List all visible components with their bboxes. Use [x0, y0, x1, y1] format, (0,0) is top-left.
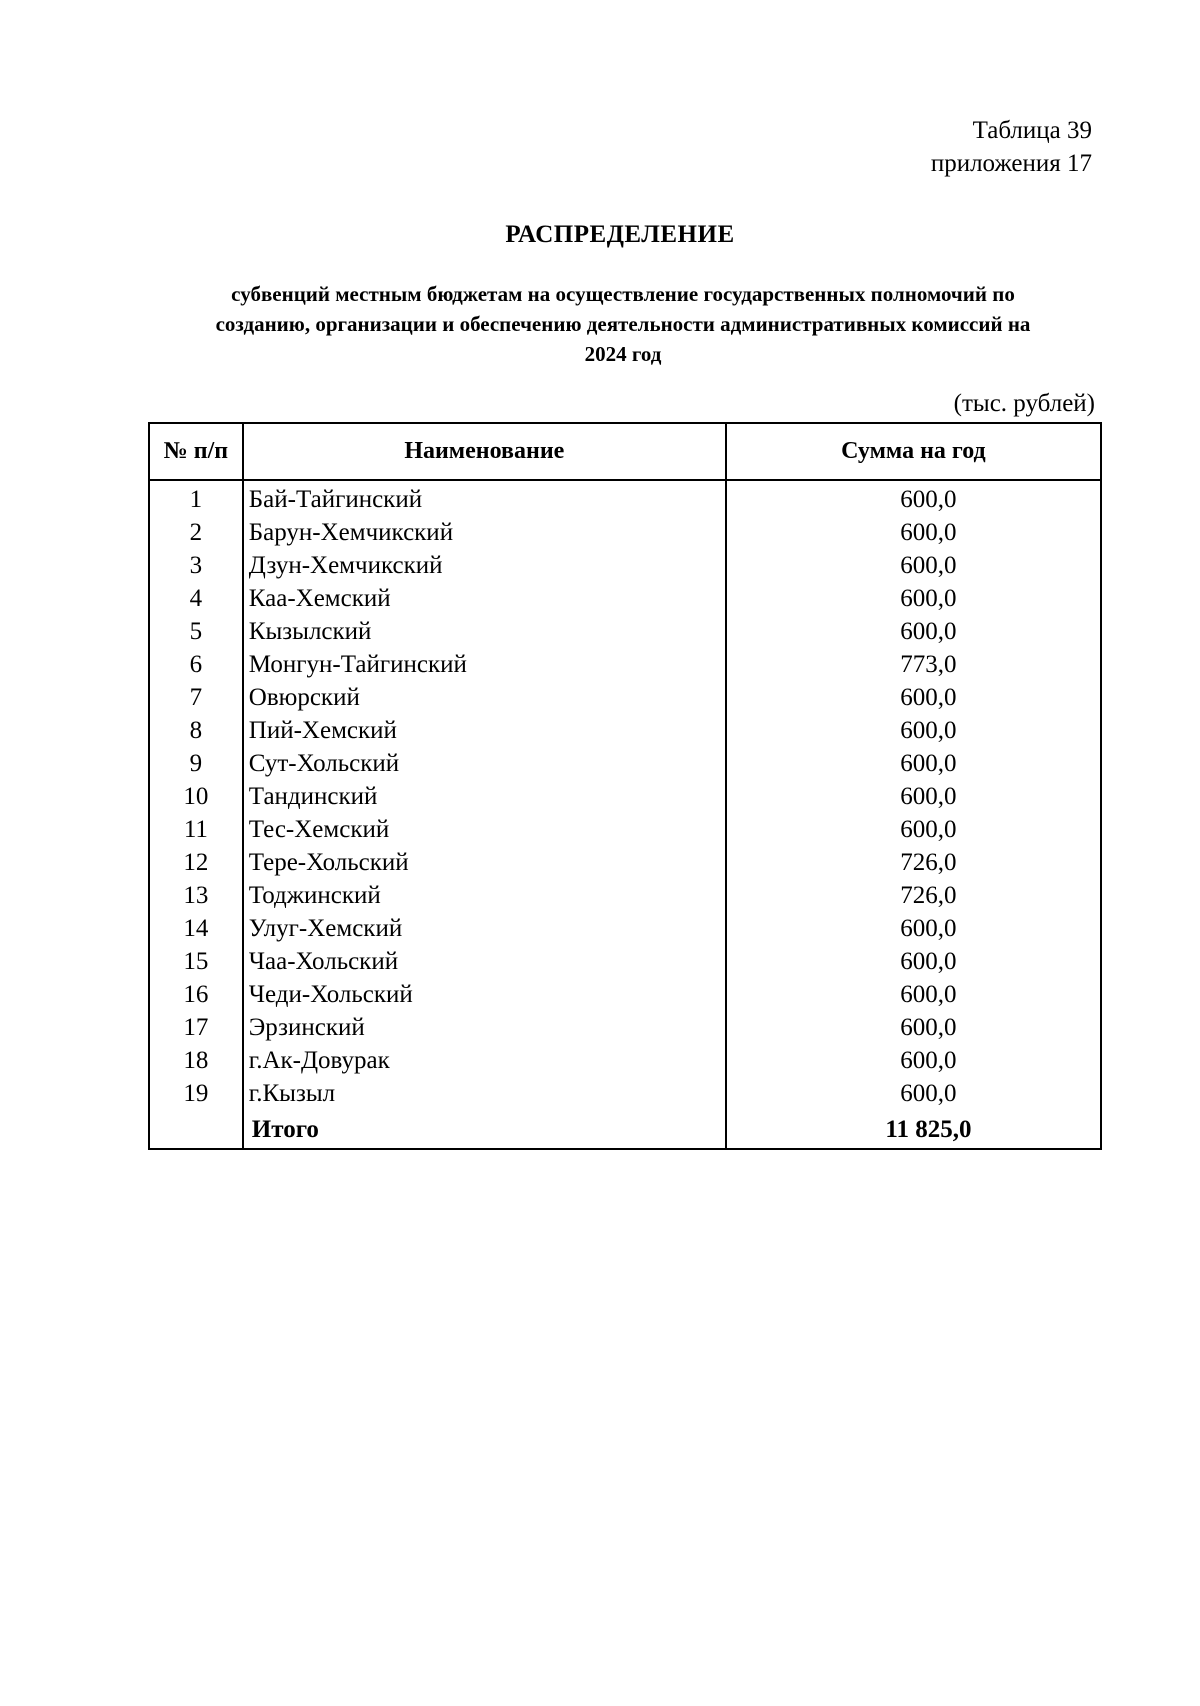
table-row: [149, 1044, 1101, 1077]
row-name: Улуг-Хемский: [243, 912, 726, 945]
row-number: 1: [149, 480, 243, 516]
row-number: 8: [149, 714, 243, 747]
table-row: [149, 516, 1101, 549]
table-row: [149, 747, 1101, 780]
row-number: 16: [149, 978, 243, 1011]
row-sum: 600,0: [726, 1011, 1101, 1044]
row-sum: 600,0: [726, 945, 1101, 978]
document-subtitle: [148, 279, 1098, 369]
row-name: Монгун-Тайгинский: [243, 648, 726, 681]
row-sum: 600,0: [726, 615, 1101, 648]
table-row: [149, 480, 1101, 516]
row-sum: 600,0: [726, 582, 1101, 615]
row-name: Тес-Хемский: [243, 813, 726, 846]
row-number: 9: [149, 747, 243, 780]
row-number: 19: [149, 1077, 243, 1110]
row-name: Бай-Тайгинский: [243, 480, 726, 516]
column-header-number: № п/п: [149, 423, 243, 480]
row-sum: 600,0: [726, 681, 1101, 714]
row-name: г.Кызыл: [243, 1077, 726, 1110]
table-body: [149, 480, 1101, 1149]
row-number: 13: [149, 879, 243, 912]
table-row: [149, 978, 1101, 1011]
table-row: [149, 582, 1101, 615]
table-row: [149, 879, 1101, 912]
table-row: [149, 714, 1101, 747]
column-header-sum: Сумма на год: [726, 423, 1101, 480]
row-sum: 600,0: [726, 813, 1101, 846]
column-header-name: Наименование: [243, 423, 726, 480]
row-sum: 600,0: [726, 780, 1101, 813]
table-row: [149, 648, 1101, 681]
row-name: Каа-Хемский: [243, 582, 726, 615]
row-number: 4: [149, 582, 243, 615]
row-number: 7: [149, 681, 243, 714]
total-row: [149, 1110, 1101, 1149]
row-sum: 600,0: [726, 549, 1101, 582]
row-name: Тоджинский: [243, 879, 726, 912]
row-number: 5: [149, 615, 243, 648]
row-number: 17: [149, 1011, 243, 1044]
row-name: Тере-Хольский: [243, 846, 726, 879]
subtitle-line: 2024 год: [584, 342, 662, 366]
row-sum: 600,0: [726, 1044, 1101, 1077]
subtitle-line: субвенций местным бюджетам на осуществление государственных полномочий по: [231, 282, 1015, 306]
row-number: 10: [149, 780, 243, 813]
table-row: [149, 1011, 1101, 1044]
table-reference: [931, 114, 1092, 180]
table-row: [149, 681, 1101, 714]
total-sum: 11 825,0: [726, 1110, 1101, 1149]
row-sum: 600,0: [726, 1077, 1101, 1110]
row-number: 15: [149, 945, 243, 978]
row-sum: 600,0: [726, 516, 1101, 549]
row-sum: 726,0: [726, 846, 1101, 879]
row-number: 12: [149, 846, 243, 879]
table-row: [149, 945, 1101, 978]
row-name: Овюрский: [243, 681, 726, 714]
subtitle-line: созданию, организации и обеспечению деятельности административных комиссий на: [215, 312, 1031, 336]
row-name: Эрзинский: [243, 1011, 726, 1044]
row-name: Сут-Хольский: [243, 747, 726, 780]
appendix-label: приложения 17: [930, 150, 1092, 177]
row-name: г.Ак-Довурак: [243, 1044, 726, 1077]
table-row: [149, 846, 1101, 879]
table-number-label: Таблица 39: [972, 117, 1092, 144]
row-sum: 600,0: [726, 480, 1101, 516]
row-number: 6: [149, 648, 243, 681]
table-row: [149, 912, 1101, 945]
row-sum: 726,0: [726, 879, 1101, 912]
row-sum: 600,0: [726, 747, 1101, 780]
row-number: 14: [149, 912, 243, 945]
row-sum: 600,0: [726, 978, 1101, 1011]
row-sum: 600,0: [726, 714, 1101, 747]
units-label: (тыс. рублей): [953, 390, 1095, 417]
row-sum: 600,0: [726, 912, 1101, 945]
distribution-table: [148, 422, 1102, 1150]
row-name: Дзун-Хемчикский: [243, 549, 726, 582]
row-name: Кызылский: [243, 615, 726, 648]
row-number: 3: [149, 549, 243, 582]
row-number: 11: [149, 813, 243, 846]
total-label: Итого: [243, 1110, 726, 1149]
total-number-cell: [149, 1110, 243, 1149]
row-number: 2: [149, 516, 243, 549]
row-name: Пий-Хемский: [243, 714, 726, 747]
table-row: [149, 615, 1101, 648]
row-name: Барун-Хемчикский: [243, 516, 726, 549]
table-header-row: [149, 423, 1101, 480]
row-name: Чаа-Хольский: [243, 945, 726, 978]
document-title: РАСПРЕДЕЛЕНИЕ: [505, 221, 735, 248]
table-row: [149, 780, 1101, 813]
row-name: Чеди-Хольский: [243, 978, 726, 1011]
row-number: 18: [149, 1044, 243, 1077]
table-row: [149, 549, 1101, 582]
row-name: Тандинский: [243, 780, 726, 813]
row-sum: 773,0: [726, 648, 1101, 681]
table-row: [149, 813, 1101, 846]
table-row: [149, 1077, 1101, 1110]
